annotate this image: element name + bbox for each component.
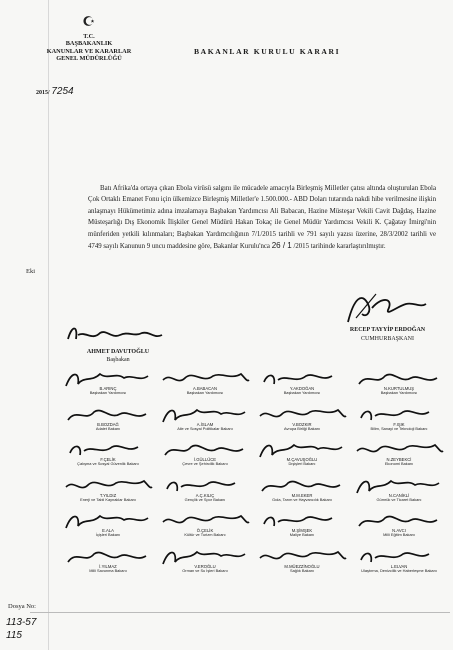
- minister-title: Avrupa Birliği Bakanı: [283, 425, 321, 431]
- minister-signature-block: [60, 508, 156, 541]
- dosya-label: Dosya No:: [8, 603, 36, 610]
- minister-signature-block: [60, 437, 156, 470]
- minister-title: Başbakan Yardımcısı: [380, 390, 418, 395]
- minister-title: Aile ve Sosyal Politikalar Bakanı: [177, 425, 233, 431]
- minister-title: Gümrük ve Ticaret Bakanı: [376, 496, 422, 502]
- prime-minister-name: AHMET DAVUTOĞLU: [86, 349, 150, 355]
- decision-date-fill: 26 / 1: [271, 241, 292, 251]
- minister-name: M.ÇAVUŞOĞLU: [286, 457, 318, 462]
- eki-label: Eki: [26, 268, 36, 275]
- minister-signature-block: [351, 366, 447, 399]
- document-title: BAKANLAR KURULU KARARI: [194, 47, 341, 56]
- minister-name: İ.GÜLLÜCE: [193, 457, 217, 462]
- minister-title: Başbakan Yardımcısı: [186, 390, 224, 395]
- minister-signature-block: [351, 402, 447, 435]
- minister-title: Kültür ve Turizm Bakanı: [184, 532, 226, 537]
- minister-title: Ekonomi Bakanı: [384, 461, 414, 466]
- president-block: [325, 326, 450, 344]
- prime-minister-signature: [64, 321, 174, 349]
- minister-name: A.BABACAN: [193, 386, 217, 391]
- minister-title: Çalışma ve Sosyal Güvenlik Bakanı: [77, 461, 139, 466]
- minister-name: N.CANİKLİ: [388, 492, 410, 498]
- minister-title: Bilim, Sanayi ve Teknoloji Bakanı: [370, 425, 428, 431]
- minister-title: Maliye Bakanı: [289, 532, 315, 537]
- minister-name: Y.AKDOĞAN: [289, 386, 315, 391]
- minister-signature-block: [254, 402, 350, 435]
- minister-signature-block: [254, 508, 350, 541]
- decision-body-text: Batı Afrika'da ortaya çıkan Ebola virüsü salgını ile mücadele amacıyla Birleşmiş Milletler çatısı altında oluşturulan Ebola Çok Ortaklı Emanet Fonu için ülkemizce Birleşmiş Milletler'e 1.500.000.- ABD Doları tutarında nakdi hibe verilmesine ilişkin anlaşmayı Hükümetimiz adına imzalamaya Başbakan Yardımcısı Ali Babacan, Hazine Müsteşar Vekili Cavit Dağdaş, Hazine Müsteşarlığı Dış Ekonomik İlişkiler Genel Müdürü Hakan Tokaç ile Genel Müdür Yardımcısı Vekili K. Çağatay İmirgi'nin münferiden yetkili kılınmaları; Başbakan Yardımcılığının 7/1/2015 tarihli ve 791 sayılı yazısı üzerine, 28/3/2002 tarihli ve 4749 sayılı Kanunun 9 uncu maddesine göre, Bakanlar Kurulu'nca: [88, 185, 436, 251]
- minister-title: Başbakan Yardımcısı: [283, 390, 321, 395]
- letterhead-kanunlar: KANUNLAR VE KARARLAR: [46, 47, 132, 55]
- minister-signature-block: [60, 402, 156, 435]
- president-signature: [342, 288, 432, 328]
- minister-name: M.MÜEZZİNOĞLU: [284, 563, 320, 569]
- minister-signature-block: [351, 508, 447, 541]
- prime-minister-title: Başbakan: [106, 357, 130, 363]
- minister-title: Gıda, Tarım ve Hayvancılık Bakanı: [272, 496, 332, 502]
- minister-title: Adalet Bakanı: [95, 425, 121, 431]
- minister-signature-block: [254, 437, 350, 470]
- minister-name: F.ÇELİK: [100, 457, 116, 462]
- decision-body-ending: /2015 tarihinde kararlaştırılmıştır.: [293, 243, 386, 251]
- dosya-number-line2: 115: [6, 630, 22, 641]
- minister-title: Dışişleri Bakanı: [288, 461, 316, 466]
- minister-signature-block: [157, 544, 253, 577]
- minister-title: Başbakan Yardımcısı: [89, 390, 127, 395]
- minister-title: Gençlik ve Spor Bakanı: [184, 496, 226, 502]
- minister-name: V.EROĞLU: [194, 563, 216, 569]
- minister-signature-block: [351, 473, 447, 506]
- margin-rule: [48, 0, 49, 650]
- minister-title: Ulaştırma, Denizcilik ve Haberleşme Bakanı: [361, 567, 437, 573]
- minister-signature-grid: [60, 366, 450, 616]
- minister-name: T.YILDIZ: [99, 492, 117, 498]
- prime-minister-block: [62, 348, 174, 364]
- letterhead: [14, 14, 164, 63]
- minister-signature-block: [351, 544, 447, 577]
- minister-signature-block: [157, 437, 253, 470]
- minister-name: N.AVCI: [392, 528, 406, 533]
- minister-name: İ.YILMAZ: [99, 563, 117, 569]
- minister-signature-block: [157, 402, 253, 435]
- minister-title: Çevre ve Şehircilik Bakanı: [182, 461, 228, 466]
- minister-signature-block: [60, 473, 156, 506]
- minister-signature-block: [254, 473, 350, 506]
- minister-title: Orman ve Su İşleri Bakanı: [182, 567, 228, 573]
- minister-name: F.IŞIK: [393, 421, 405, 427]
- minister-title: Enerji ve Tabii Kaynaklar Bakanı: [80, 496, 136, 502]
- minister-signature-block: [157, 473, 253, 506]
- minister-name: M.M.EKER: [291, 492, 313, 498]
- minister-name: B.BOZDAĞ: [97, 421, 119, 427]
- decision-number: [36, 86, 74, 97]
- decision-year: 2015/: [36, 90, 50, 96]
- minister-signature-block: [351, 437, 447, 470]
- minister-name: A.İSLAM: [196, 421, 214, 427]
- letterhead-genel-mudurluk: GENEL MÜDÜRLÜĞÜ: [56, 55, 122, 62]
- minister-name: N.KURTULMUŞ: [383, 386, 415, 391]
- footer-rule: [30, 612, 450, 613]
- dosya-number: [6, 616, 36, 642]
- minister-name: M.ŞİMŞEK: [291, 528, 313, 533]
- decision-number-handwritten: 7254: [51, 86, 74, 97]
- letterhead-tc: T.C.: [83, 32, 95, 40]
- minister-signature-block: [254, 544, 350, 577]
- minister-signature-block: [60, 544, 156, 577]
- president-title: CUMHURBAŞKANI: [360, 336, 414, 342]
- minister-signature-block: [157, 508, 253, 541]
- decision-body: [88, 183, 436, 252]
- minister-signature-block: [157, 366, 253, 399]
- minister-title: Milli Eğitim Bakanı: [383, 532, 415, 537]
- minister-name: A.Ç.KILIÇ: [195, 492, 215, 498]
- minister-name: E.ALA: [102, 528, 114, 533]
- letterhead-basbakanlik: BAŞBAKANLIK: [65, 40, 113, 47]
- president-name: RECEP TAYYİP ERDOĞAN: [349, 327, 426, 333]
- minister-title: Milli Savunma Bakanı: [89, 567, 127, 573]
- crescent-star-icon: [82, 14, 96, 28]
- minister-signature-block: [60, 366, 156, 399]
- minister-name: N.ZEYBEKCİ: [386, 457, 412, 462]
- minister-signature-block: [254, 366, 350, 399]
- minister-title: İçişleri Bakanı: [95, 532, 121, 537]
- dosya-number-line1: 113-57: [6, 617, 37, 628]
- minister-name: L.ELVAN: [390, 563, 408, 569]
- minister-name: V.BOZKIR: [292, 421, 312, 427]
- minister-name: B.ARINÇ: [99, 386, 117, 391]
- minister-name: Ö.ÇELİK: [196, 528, 214, 533]
- minister-title: Sağlık Bakanı: [289, 567, 314, 573]
